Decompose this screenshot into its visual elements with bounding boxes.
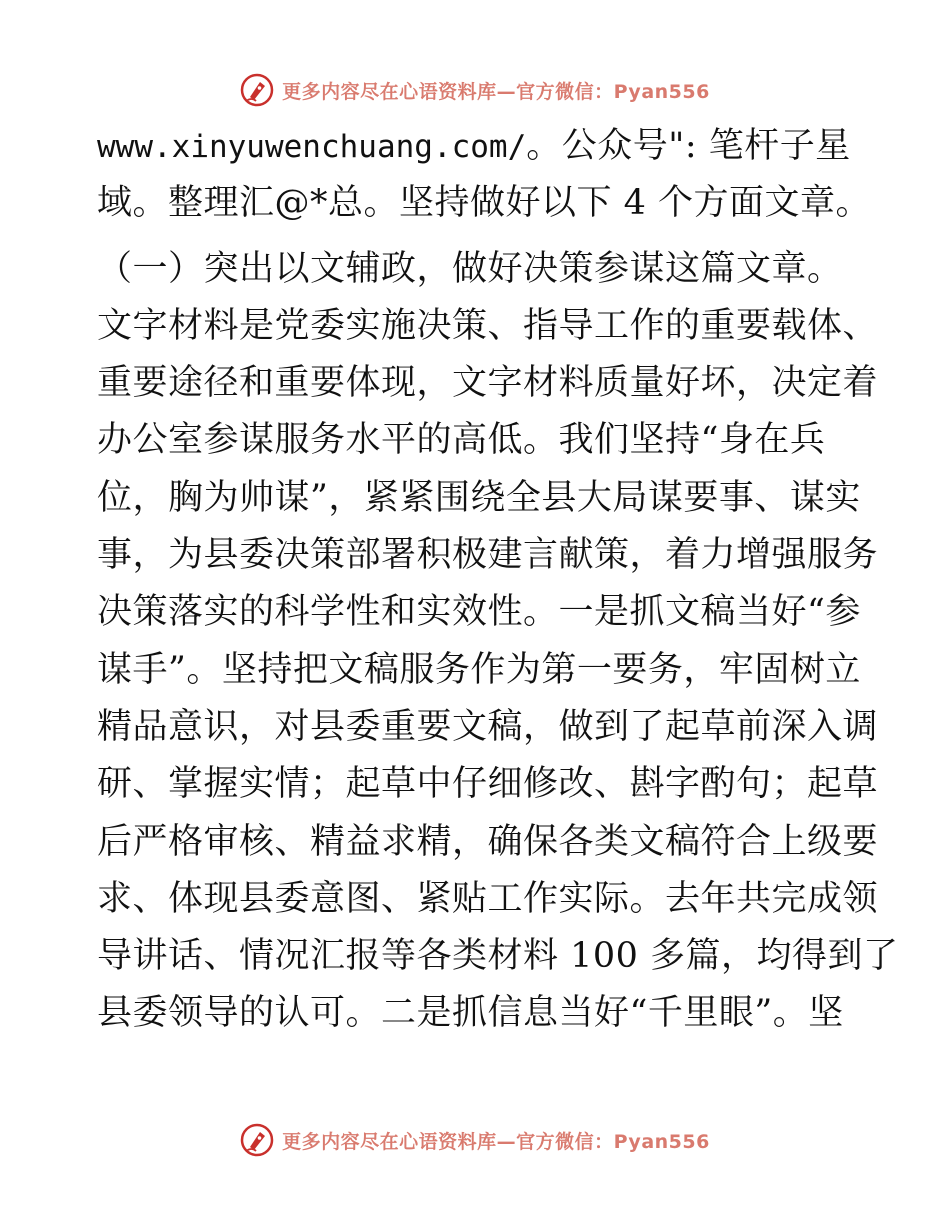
text-line-4: 文字材料是党委实施决策、指导工作的重要载体、 xyxy=(97,305,879,346)
text-line-11: 精品意识，对县委重要文稿，做到了起草前深入调 xyxy=(97,706,879,747)
document-body xyxy=(97,118,899,1043)
text-line-14: 求、体现县委意图、紧贴工作实际。去年共完成领 xyxy=(97,878,879,919)
text-line-6: 办公室参谋服务水平的高低。我们坚持“身在兵 xyxy=(97,420,826,461)
text-line-5: 重要途径和重要体现，文字材料质量好坏，决定着 xyxy=(97,363,879,404)
text-line-7: 位，胸为帅谋”，紧紧围绕全县大局谋要事、谋实 xyxy=(97,477,861,518)
pen-nib-logo-icon xyxy=(240,73,274,107)
header-banner-text: 更多内容尽在心语资料库—官方微信：Pyan556 xyxy=(282,80,710,103)
text-line-13: 后严格审核、精益求精，确保各类文稿符合上级要 xyxy=(97,821,879,862)
text-line-2: 域。整理汇@*总。坚持做好以下 4 个方面文章。 xyxy=(97,183,872,224)
text-line-12: 研、掌握实情；起草中仔细修改、斟字酌句；起草 xyxy=(97,764,879,805)
text-line-9: 决策落实的科学性和实效性。一是抓文稿当好“参 xyxy=(97,592,861,633)
header-banner xyxy=(0,70,950,110)
section-heading: （一）突出以文辅政，做好决策参谋这篇文章。 xyxy=(97,248,843,289)
footer-banner xyxy=(0,1120,950,1160)
footer-banner-text: 更多内容尽在心语资料库—官方微信：Pyan556 xyxy=(282,1130,710,1153)
text-line-1 xyxy=(97,118,857,175)
text-line-10: 谋手”。坚持把文稿服务作为第一要务，牢固树立 xyxy=(97,649,861,690)
text-line-1-rest: 。公众号": 笔杆子星 xyxy=(526,126,851,166)
text-line-15: 导讲话、情况汇报等各类材料 100 多篇，均得到了 xyxy=(97,936,899,977)
website-url: www.xinyuwenchuang.com/ xyxy=(97,129,527,165)
text-line-16: 县委领导的认可。二是抓信息当好“千里眼”。坚 xyxy=(97,993,844,1034)
pen-nib-logo-icon xyxy=(240,1123,274,1157)
text-line-8: 事，为县委决策部署积极建言献策，着力增强服务 xyxy=(97,535,879,576)
